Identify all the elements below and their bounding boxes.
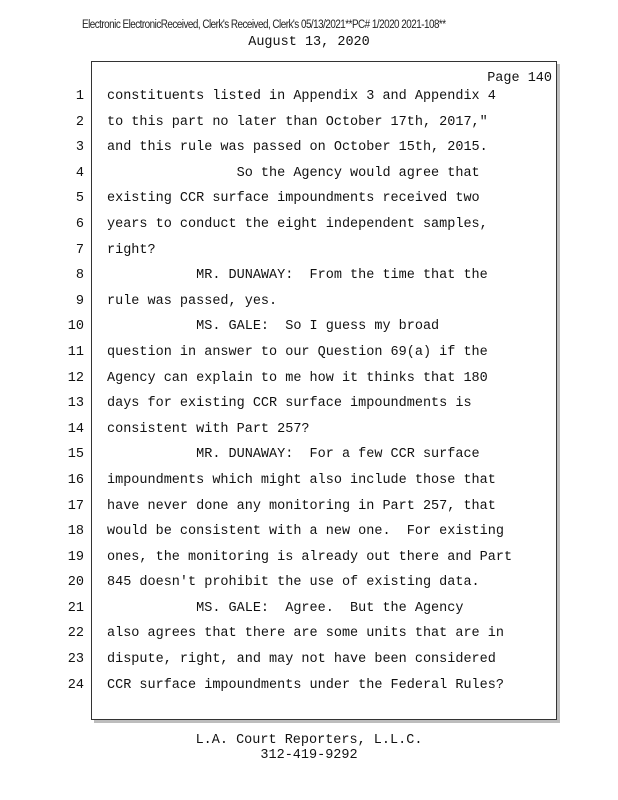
transcript-line [0,217,560,243]
line-text: MS. GALE: Agree. But the Agency [107,600,464,616]
line-number: 17 [67,498,84,514]
line-number: 15 [67,447,84,463]
transcript-line [0,166,560,192]
transcript-line [0,140,560,166]
line-text: Agency can explain to me how it thinks that 180 [107,370,488,386]
transcript-line [0,89,560,115]
line-text: days for existing CCR surface impoundments is [107,396,472,412]
transcript-line [0,524,560,550]
transcript-line [0,601,560,627]
transcript-line [0,550,560,576]
transcript-line [0,499,560,525]
line-number: 5 [75,191,84,207]
transcript-line [0,243,560,269]
page-number: Page 140 [487,71,552,86]
line-number: 8 [75,268,84,284]
line-text: would be consistent with a new one. For existing [107,524,504,540]
line-text: and this rule was passed on October 15th, 2015. [107,140,488,156]
transcript-line [0,115,560,141]
line-text: MR. DUNAWAY: For a few CCR surface [107,447,480,463]
line-number: 4 [75,165,84,181]
filing-stamp: Electronic ElectronicReceived, Clerk's Received, Clerk's 05/13/2021**PC# 1/2020 2021-108** [82,19,446,31]
line-text: impoundments which might also include those that [107,472,496,488]
transcript-line [0,626,560,652]
transcript-line [0,345,560,371]
line-number: 19 [67,549,84,565]
line-text: right? [107,242,156,258]
line-text: existing CCR surface impoundments received two [107,191,480,207]
reporter-company: L.A. Court Reporters, L.L.C. [195,733,423,748]
line-text: constituents listed in Appendix 3 and Appendix 4 [107,89,496,104]
line-number: 3 [75,140,84,156]
line-text: question in answer to our Question 69(a) if the [107,344,488,360]
reporter-phone: 312-419-9292 [260,748,358,763]
line-number: 20 [67,575,84,591]
line-text: MS. GALE: So I guess my broad [107,319,440,335]
reporter-footer [0,733,618,763]
transcript-line [0,678,560,704]
line-text: also agrees that there are some units that are in [107,626,504,642]
line-number: 9 [75,293,84,309]
line-text: MR. DUNAWAY: From the time that the [107,268,488,284]
line-text: have never done any monitoring in Part 257, that [107,498,496,514]
line-number: 12 [67,370,84,386]
line-number: 10 [67,319,84,335]
transcript-line [0,473,560,499]
line-number: 2 [75,114,84,130]
line-number: 11 [67,344,84,360]
transcript-line [0,268,560,294]
line-number: 22 [67,626,84,642]
line-text: rule was passed, yes. [107,293,278,309]
line-number: 1 [75,89,84,104]
transcript-line [0,371,560,397]
line-number: 16 [67,472,84,488]
line-text: dispute, right, and may not have been considered [107,652,496,668]
transcript-line [0,396,560,422]
line-number: 24 [67,677,84,693]
line-text: years to conduct the eight independent samples, [107,216,488,232]
line-number: 23 [67,652,84,668]
line-number: 18 [67,524,84,540]
line-text: 845 doesn't prohibit the use of existing data. [107,575,480,591]
transcript-line [0,319,560,345]
line-text: CCR surface impoundments under the Federal Rules? [107,677,504,693]
transcript-line [0,422,560,448]
line-number: 21 [67,600,84,616]
transcript-line [0,447,560,473]
transcript-lines [0,89,560,703]
line-number: 6 [75,216,84,232]
transcript-line [0,652,560,678]
line-number: 7 [75,242,84,258]
line-text: So the Agency would agree that [107,165,480,181]
line-number: 13 [67,396,84,412]
transcript-date: August 13, 2020 [248,35,370,50]
transcript-line [0,294,560,320]
transcript-line [0,575,560,601]
line-number: 14 [67,421,84,437]
line-text: to this part no later than October 17th, 2017," [107,114,488,130]
transcript-line [0,191,560,217]
line-text: consistent with Part 257? [107,421,310,437]
line-text: ones, the monitoring is already out there and Part [107,549,513,565]
